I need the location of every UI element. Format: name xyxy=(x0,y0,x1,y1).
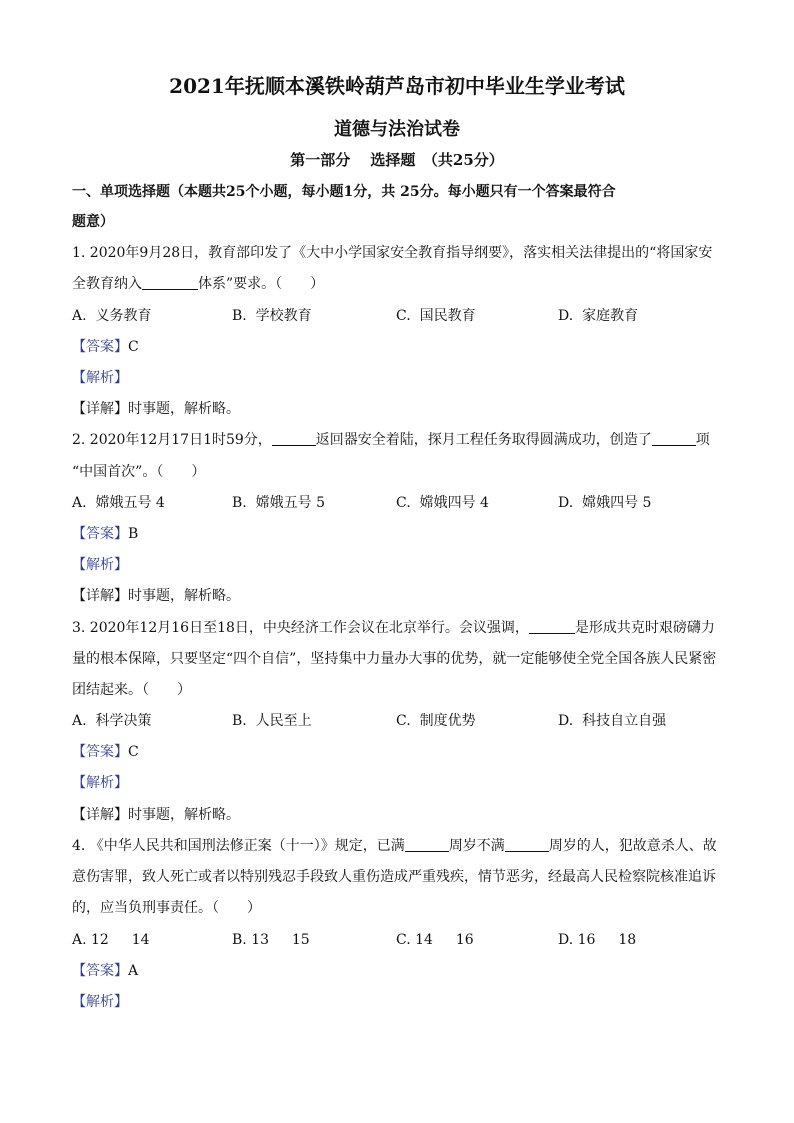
q4-stem-line2: 意伤害罪，致人死亡或者以特别残忍手段致人重伤造成严重残疾，情节恶劣，经最高人民检察院核准追诉 xyxy=(72,869,716,885)
q3-option-c: C. 制度优势 xyxy=(396,713,476,729)
q3-answer xyxy=(72,742,139,762)
detail-tag: 【详解】 xyxy=(72,588,128,604)
q4-option-a: A. 12 14 xyxy=(72,932,150,948)
q3-blank xyxy=(529,619,575,634)
q2-stem-line2: “中国首次”。（ ） xyxy=(72,464,206,480)
q4-stem-line3: 的，应当负刑事责任。（ ） xyxy=(72,900,261,916)
q4-stem-text-b: 周岁不满 xyxy=(448,838,505,854)
q1-stem-text-a: 全教育纳入 xyxy=(72,276,142,292)
q3-answer-value: C xyxy=(128,744,139,760)
detail-tag: 【详解】 xyxy=(72,401,128,417)
q3-stem-line1 xyxy=(72,618,715,638)
part-heading: 第一部分 选择题 （共25分） xyxy=(290,151,504,169)
q4-option-c: C. 14 16 xyxy=(396,932,474,948)
q4-stem-text-a: 4. 《中华人民共和国刑法修正案（十一）》规定，已满 xyxy=(72,838,405,854)
q4-analysis: 【解析】 xyxy=(72,994,128,1010)
q2-blank-1 xyxy=(272,431,316,446)
q2-option-b: B. 嫦娥五号 5 xyxy=(232,495,325,511)
q1-stem-line1: 1. 2020年9月28日，教育部印发了《大中小学国家安全教育指导纲要》，落实相关法律提出的“将国家安 xyxy=(72,245,713,261)
q1-stem-text-b: 体系”要求。（ ） xyxy=(198,276,325,292)
q2-answer xyxy=(72,524,138,544)
q3-option-b: B. 人民至上 xyxy=(232,713,312,729)
q1-stem-line2 xyxy=(72,274,324,294)
q4-blank-2 xyxy=(505,837,549,852)
q2-option-a: A. 嫦娥五号 4 xyxy=(72,495,165,511)
exam-subtitle: 道德与法治试卷 xyxy=(334,119,460,140)
section-heading-cont: 题意） xyxy=(72,214,114,230)
q1-detail-text: 时事题，解析略。 xyxy=(128,401,240,417)
q3-stem-text-a: 3. 2020年12月16日至18日，中央经济工作会议在北京举行。会议强调， xyxy=(72,620,529,636)
q4-option-d: D. 16 18 xyxy=(558,932,637,948)
q1-option-a: A. 义务教育 xyxy=(72,308,152,324)
q3-option-a: A. 科学决策 xyxy=(72,713,152,729)
q2-stem-text-c: 项 xyxy=(695,432,710,448)
detail-tag: 【详解】 xyxy=(72,807,128,823)
q1-answer-value: C xyxy=(128,339,139,355)
q3-stem-line2: 量的根本保障，只要坚定“四个自信”，坚持集中力量办大事的优势，就一定能够使全党全国各族人民紧密 xyxy=(72,651,717,667)
q4-stem-line1 xyxy=(72,836,717,856)
q4-answer-value: A xyxy=(128,963,139,979)
q1-option-c: C. 国民教育 xyxy=(396,308,476,324)
q1-option-b: B. 学校教育 xyxy=(232,308,312,324)
q2-analysis: 【解析】 xyxy=(72,557,128,573)
answer-tag: 【答案】 xyxy=(72,963,128,979)
q3-detail xyxy=(72,805,240,825)
q4-blank-1 xyxy=(405,837,449,852)
q2-stem-text-b: 返回器安全着陆，探月工程任务取得圆满成功，创造了 xyxy=(315,432,652,448)
q2-detail xyxy=(72,586,240,606)
q4-stem-text-c: 周岁的人，犯故意杀人、故 xyxy=(548,838,717,854)
section-heading: 一、单项选择题（本题共25个小题，每小题1分，共 25分。每小题只有一个答案最符合 xyxy=(72,184,616,200)
q2-stem-line1 xyxy=(72,430,710,450)
answer-tag: 【答案】 xyxy=(72,526,128,542)
q2-option-c: C. 嫦娥四号 4 xyxy=(396,495,489,511)
q2-stem-text-a: 2. 2020年12月17日1时59分， xyxy=(72,432,272,448)
q4-answer xyxy=(72,961,138,981)
q2-option-d: D. 嫦娥四号 5 xyxy=(558,495,652,511)
q1-blank xyxy=(142,275,198,290)
q2-blank-2 xyxy=(652,431,696,446)
q3-stem-text-b: 是形成共克时艰磅礴力 xyxy=(574,620,715,636)
q3-stem-line3: 团结起来。（ ） xyxy=(72,682,191,698)
answer-tag: 【答案】 xyxy=(72,744,128,760)
q2-detail-text: 时事题，解析略。 xyxy=(128,588,240,604)
q1-detail xyxy=(72,399,240,419)
q3-detail-text: 时事题，解析略。 xyxy=(128,807,240,823)
q3-analysis: 【解析】 xyxy=(72,775,128,791)
q1-analysis: 【解析】 xyxy=(72,370,128,386)
q3-option-d: D. 科技自立自强 xyxy=(558,713,667,729)
q2-answer-value: B xyxy=(128,526,139,542)
answer-tag: 【答案】 xyxy=(72,339,128,355)
q1-answer xyxy=(72,337,139,357)
exam-title: 2021年抚顺本溪铁岭葫芦岛市初中毕业生学业考试 xyxy=(169,74,625,98)
q4-option-b: B. 13 15 xyxy=(232,932,310,948)
q1-option-d: D. 家庭教育 xyxy=(558,308,639,324)
